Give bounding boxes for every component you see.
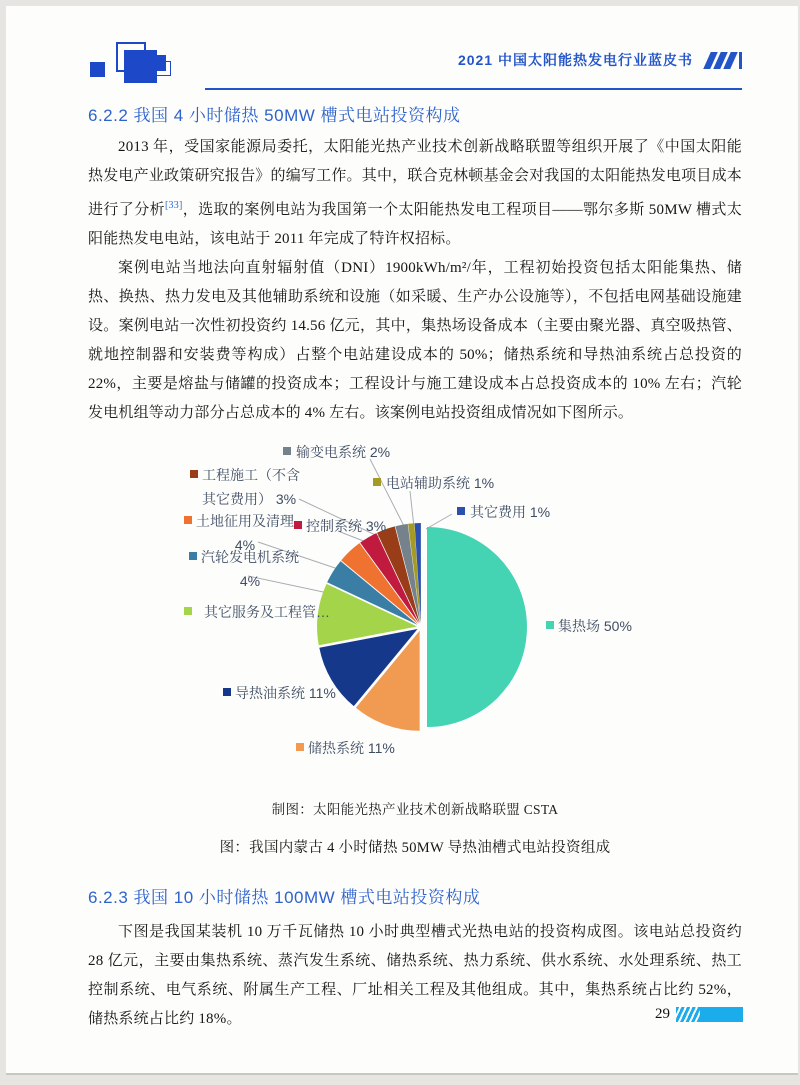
page-number: 29	[655, 1006, 670, 1022]
report-page	[6, 6, 798, 1075]
chart-label: 其它服务及工程管…	[204, 604, 330, 620]
page-footer	[655, 1006, 743, 1023]
paragraph-2: 案例电站当地法向直射辐射值（DNI）1900kWh/m²/年，工程初始投资包括太阳能集热、储热、换热、热力发电及其他辅助系统和设施（如采暖、生产办公设施等），不包括电网基础设施建设。案例电站一次性初投资约 14.56 亿元，其中，集热场设备成本（主要由聚光器、真空吸热管、就地控制器和安装费等构成）占整个电站建设成本的 50%；储热系统和导热油系统占总投资的 22%，主要是熔盐与储罐的投资成本；工程设计与施工建设成本占总投资成本的 10% 左右；汽轮发电机组等动力部分占总成本的 4% 左右。该案例电站投资组成情况如下图所示。	[88, 260, 742, 421]
chart-label: 电站辅助系统 1%	[386, 475, 495, 491]
chart-label: 导热油系统 11%	[235, 685, 336, 701]
page-header	[88, 42, 742, 90]
legend-marker-icon	[189, 552, 197, 560]
legend-marker-icon	[546, 621, 554, 629]
footnote-ref-33: [33]	[165, 200, 183, 211]
header-rule	[205, 88, 742, 90]
chart-label: 其它费用 1%	[470, 504, 551, 520]
legend-marker-icon	[373, 478, 381, 486]
paragraph-1	[88, 133, 742, 254]
legend-marker-icon	[283, 447, 291, 455]
pie-slice-1	[427, 527, 527, 727]
paragraph-1-text: 2013 年，受国家能源局委托，太阳能光热产业技术创新战略联盟等组织开展了《中国太阳能热发电产业政策研究报告》的编写工作。其中，联合克林顿基金会对我国的太阳能热发电项目成本进行了分析	[88, 139, 742, 218]
chart-label: 集热场 50%	[558, 618, 632, 634]
legend-marker-icon	[296, 743, 304, 751]
chart-label: 汽轮发电机系统 4%	[201, 549, 299, 589]
chart-label: 工程施工（不含 其它费用） 3%	[202, 467, 300, 507]
legend-marker-icon	[457, 507, 465, 515]
legend-marker-icon	[184, 607, 192, 615]
callout-leader-line	[410, 491, 414, 527]
legend-marker-icon	[184, 516, 192, 524]
chart-label: 控制系统 3%	[306, 518, 387, 534]
legend-marker-icon	[223, 688, 231, 696]
chart-label: 储热系统 11%	[308, 740, 395, 756]
investment-pie-chart	[88, 437, 742, 784]
paragraph-1-text-cont: ，选取的案例电站为我国第一个太阳能热发电工程项目——鄂尔多斯 50MW 槽式太阳能热发电电站，该电站于 2011 年完成了特许权招标。	[88, 202, 742, 247]
chart-source-note: 制图：太阳能光热产业技术创新战略联盟 CSTA	[271, 802, 559, 817]
csta-logo-icon	[88, 42, 178, 88]
callout-leader-line	[426, 514, 452, 529]
legend-marker-icon	[294, 521, 302, 529]
chart-label: 输变电系统 2%	[296, 444, 391, 460]
section-heading-623: 6.2.3 我国 10 小时储热 100MW 槽式电站投资构成	[88, 888, 481, 907]
report-title: 2021 中国太阳能热发电行业蓝皮书	[457, 52, 693, 68]
paragraph-3: 下图是我国某装机 10 万千瓦储热 10 小时典型槽式光热电站的投资构成图。该电站总投资约 28 亿元，主要由集热系统、蒸汽发生系统、储热系统、热力系统、供水系统、水处理系统、热工控制系统、电气系统、附属生产工程、厂址相关工程及其他组成。其中，集热系统占比约 52%，储热系统占比约 18%。	[88, 924, 742, 1027]
header-slashes-icon	[707, 51, 742, 69]
legend-marker-icon	[190, 470, 198, 478]
section-heading-622: 6.2.2 我国 4 小时储热 50MW 槽式电站投资构成	[88, 106, 461, 125]
chart-label: 土地征用及清理 4%	[196, 513, 294, 553]
figure-caption: 图：我国内蒙古 4 小时储热 50MW 导热油槽式电站投资组成	[219, 840, 611, 856]
footer-bar	[676, 1007, 743, 1022]
